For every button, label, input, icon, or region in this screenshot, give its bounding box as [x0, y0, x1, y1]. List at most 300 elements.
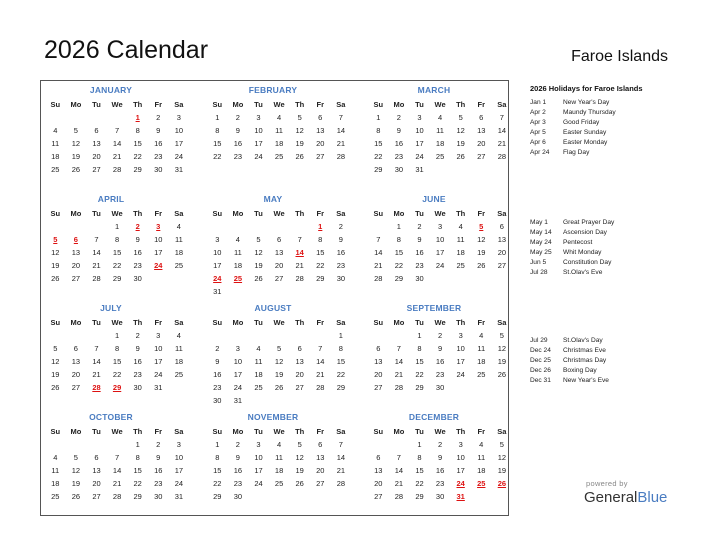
- day-cell: 31: [154, 383, 163, 392]
- empty-cell: [66, 329, 87, 342]
- day-cell: 10: [233, 357, 243, 366]
- day-cell: 21: [112, 152, 122, 161]
- holiday-group: [530, 218, 690, 278]
- weekday-header: Su: [373, 318, 384, 327]
- weekday-header: Mo: [232, 427, 244, 436]
- day-cell: 6: [94, 126, 99, 135]
- month-10: [41, 411, 184, 503]
- day-cell: 28: [112, 165, 122, 174]
- month-days-grid: [45, 98, 184, 176]
- day-cell: 1: [417, 440, 422, 449]
- weekday-header: Mo: [232, 100, 244, 109]
- holiday-day: 3: [156, 222, 161, 231]
- day-cell: 19: [497, 466, 507, 475]
- day-cell: 23: [133, 261, 142, 270]
- holiday-day: 5: [479, 222, 484, 231]
- weekday-header: We: [111, 427, 123, 436]
- weekday-header: Su: [373, 427, 384, 436]
- day-cell: 11: [51, 139, 60, 148]
- day-cell: 10: [456, 344, 465, 353]
- day-cell: 26: [51, 274, 60, 283]
- day-cell: 13: [274, 248, 284, 257]
- day-cell: 23: [154, 152, 163, 161]
- day-cell: 8: [135, 126, 140, 135]
- day-cell: 18: [233, 261, 243, 270]
- day-cell: 24: [174, 479, 184, 488]
- day-cell: 5: [458, 113, 463, 122]
- weekday-header: Th: [456, 318, 466, 327]
- weekday-header: Sa: [336, 427, 346, 436]
- day-cell: 10: [456, 453, 465, 462]
- day-cell: 12: [51, 248, 60, 257]
- day-cell: 22: [415, 370, 424, 379]
- day-cell: 22: [374, 152, 383, 161]
- month-12: [364, 411, 507, 503]
- day-cell: 28: [394, 383, 404, 392]
- day-cell: 27: [71, 383, 81, 392]
- day-cell: 19: [71, 152, 81, 161]
- day-cell: 13: [477, 126, 486, 135]
- day-cell: 25: [254, 383, 263, 392]
- weekday-header: Su: [212, 100, 223, 109]
- weekday-header: We: [434, 100, 446, 109]
- day-cell: 18: [477, 357, 486, 366]
- holiday-day: 1: [318, 222, 323, 231]
- day-cell: 2: [437, 440, 443, 449]
- day-cell: 16: [154, 139, 163, 148]
- day-cell: 2: [437, 331, 443, 340]
- weekday-header: Sa: [336, 209, 346, 218]
- empty-cell: [66, 438, 87, 451]
- weekday-header: Mo: [70, 318, 82, 327]
- weekday-header: Sa: [497, 100, 507, 109]
- day-cell: 8: [338, 344, 343, 353]
- weekday-header: We: [434, 427, 446, 436]
- holiday-row: [530, 238, 690, 248]
- day-cell: 24: [435, 261, 445, 270]
- month-days-grid: [45, 425, 184, 503]
- day-cell: 1: [114, 331, 120, 340]
- weekday-header: Tu: [415, 100, 424, 109]
- day-cell: 7: [94, 235, 99, 244]
- day-cell: 21: [316, 370, 325, 379]
- day-cell: 17: [435, 248, 445, 257]
- empty-cell: [368, 329, 389, 342]
- weekday-header: Mo: [393, 100, 405, 109]
- day-cell: 13: [92, 139, 101, 148]
- day-cell: 15: [394, 248, 404, 257]
- day-cell: 13: [497, 235, 507, 244]
- day-cell: 23: [133, 370, 142, 379]
- day-cell: 4: [458, 222, 463, 231]
- day-cell: 28: [374, 274, 383, 283]
- day-cell: 4: [235, 235, 240, 244]
- day-cell: 8: [417, 344, 422, 353]
- day-cell: 4: [479, 440, 484, 449]
- holiday-date: Apr 2: [530, 109, 546, 116]
- day-cell: 7: [338, 113, 343, 122]
- day-cell: 18: [51, 479, 60, 488]
- holiday-day: 24: [456, 479, 465, 488]
- day-cell: 9: [135, 235, 140, 244]
- day-cell: 13: [71, 248, 81, 257]
- day-cell: 29: [316, 274, 325, 283]
- day-cell: 26: [295, 479, 304, 488]
- day-cell: 20: [92, 152, 101, 161]
- day-cell: 21: [394, 479, 404, 488]
- holiday-name: New Year's Day: [563, 99, 610, 106]
- month-4: [41, 193, 184, 285]
- day-cell: 21: [92, 370, 101, 379]
- day-cell: 7: [114, 453, 120, 462]
- day-cell: 24: [415, 152, 424, 161]
- day-cell: 11: [436, 126, 444, 135]
- day-cell: 7: [114, 126, 120, 135]
- day-cell: 8: [135, 453, 140, 462]
- empty-cell: [248, 220, 269, 233]
- day-cell: 3: [215, 235, 220, 244]
- day-cell: 6: [276, 235, 282, 244]
- holiday-day: 24: [213, 274, 222, 283]
- holiday-date: Dec 26: [530, 367, 551, 374]
- day-cell: 20: [71, 370, 81, 379]
- weekday-header: Mo: [70, 100, 82, 109]
- empty-cell: [45, 438, 66, 451]
- holiday-day: 25: [477, 479, 486, 488]
- weekday-header: Fr: [316, 209, 325, 218]
- day-cell: 2: [135, 331, 140, 340]
- holiday-row: [530, 228, 690, 238]
- day-cell: 26: [51, 383, 60, 392]
- day-cell: 2: [235, 113, 240, 122]
- weekday-header: Mo: [232, 318, 244, 327]
- day-cell: 30: [154, 165, 163, 174]
- day-cell: 20: [295, 370, 304, 379]
- day-cell: 8: [417, 453, 422, 462]
- month-name: SEPTEMBER: [406, 303, 462, 313]
- weekday-header: Sa: [174, 318, 184, 327]
- day-cell: 6: [479, 113, 484, 122]
- day-cell: 26: [254, 274, 263, 283]
- day-cell: 10: [415, 126, 424, 135]
- day-cell: 2: [235, 440, 240, 449]
- day-cell: 18: [254, 370, 263, 379]
- day-cell: 17: [254, 466, 263, 475]
- weekday-header: Th: [133, 209, 143, 218]
- weekday-header: We: [273, 209, 285, 218]
- day-cell: 24: [254, 152, 263, 161]
- holidays-title: 2026 Holidays for Faroe Islands: [530, 84, 643, 93]
- day-cell: 23: [213, 383, 222, 392]
- weekday-header: Su: [373, 100, 384, 109]
- holiday-row: [530, 248, 690, 258]
- day-cell: 12: [274, 357, 284, 366]
- weekday-header: We: [111, 209, 123, 218]
- weekday-header: Mo: [70, 209, 82, 218]
- day-cell: 16: [435, 466, 445, 475]
- day-cell: 27: [316, 479, 325, 488]
- empty-cell: [86, 111, 107, 124]
- holiday-row: [530, 98, 690, 108]
- day-cell: 1: [135, 440, 140, 449]
- day-cell: 15: [133, 139, 142, 148]
- page-title: 2026 Calendar: [44, 36, 209, 64]
- empty-cell: [269, 329, 290, 342]
- empty-cell: [310, 329, 331, 342]
- weekday-header: Th: [133, 100, 143, 109]
- month-days-grid: [207, 207, 346, 298]
- holiday-date: Jul 29: [530, 337, 548, 344]
- holiday-row: [530, 376, 690, 386]
- day-cell: 25: [274, 479, 284, 488]
- weekday-header: We: [273, 427, 285, 436]
- day-cell: 9: [437, 453, 443, 462]
- day-cell: 22: [133, 479, 142, 488]
- day-cell: 10: [174, 453, 184, 462]
- holiday-day: 5: [53, 235, 58, 244]
- holiday-date: Apr 3: [530, 119, 546, 126]
- holiday-date: May 1: [530, 219, 548, 226]
- holiday-name: Easter Sunday: [563, 129, 607, 136]
- month-name: MARCH: [417, 85, 451, 95]
- day-cell: 3: [235, 344, 240, 353]
- day-cell: 19: [274, 370, 284, 379]
- day-cell: 27: [274, 274, 284, 283]
- day-cell: 6: [499, 222, 504, 231]
- weekday-header: We: [434, 209, 446, 218]
- empty-cell: [45, 220, 66, 233]
- holiday-name: Christmas Eve: [563, 347, 606, 354]
- day-cell: 30: [133, 383, 142, 392]
- day-cell: 5: [499, 440, 504, 449]
- holiday-date: May 25: [530, 249, 552, 256]
- weekday-header: Mo: [393, 427, 405, 436]
- day-cell: 13: [316, 453, 325, 462]
- month-days-grid: [368, 207, 507, 285]
- month-name: DECEMBER: [408, 412, 460, 422]
- empty-cell: [389, 329, 410, 342]
- holiday-date: May 14: [530, 229, 552, 236]
- day-cell: 3: [176, 113, 181, 122]
- weekday-header: We: [434, 318, 446, 327]
- day-cell: 12: [254, 248, 263, 257]
- day-cell: 15: [415, 357, 424, 366]
- day-cell: 30: [336, 274, 346, 283]
- day-cell: 28: [336, 479, 346, 488]
- day-cell: 7: [396, 453, 401, 462]
- day-cell: 29: [415, 492, 424, 501]
- month-name: OCTOBER: [89, 412, 133, 422]
- day-cell: 9: [156, 453, 161, 462]
- holiday-list: [530, 84, 690, 384]
- day-cell: 4: [276, 113, 282, 122]
- month-days-grid: [45, 207, 184, 285]
- month-name: JULY: [100, 303, 122, 313]
- day-cell: 24: [233, 383, 243, 392]
- day-cell: 27: [92, 165, 101, 174]
- holiday-date: Dec 24: [530, 347, 551, 354]
- day-cell: 24: [174, 152, 184, 161]
- day-cell: 25: [51, 492, 60, 501]
- day-cell: 1: [417, 331, 422, 340]
- day-cell: 10: [174, 126, 184, 135]
- day-cell: 4: [53, 453, 58, 462]
- day-cell: 17: [174, 139, 184, 148]
- day-cell: 30: [435, 492, 445, 501]
- day-cell: 21: [336, 466, 346, 475]
- holiday-name: Good Friday: [563, 119, 600, 126]
- day-cell: 29: [415, 383, 424, 392]
- holiday-row: [530, 118, 690, 128]
- month-days-grid: [368, 425, 507, 503]
- day-cell: 9: [417, 235, 422, 244]
- weekday-header: Fr: [477, 100, 486, 109]
- weekday-header: Fr: [316, 100, 325, 109]
- weekday-header: Th: [456, 209, 466, 218]
- day-cell: 10: [435, 235, 445, 244]
- empty-cell: [248, 329, 269, 342]
- day-cell: 22: [133, 152, 142, 161]
- month-9: [364, 302, 507, 394]
- day-cell: 2: [396, 113, 401, 122]
- month-days-grid: [368, 98, 507, 176]
- holiday-group: [530, 98, 690, 158]
- day-cell: 18: [435, 139, 445, 148]
- day-cell: 9: [156, 126, 161, 135]
- day-cell: 2: [156, 440, 161, 449]
- day-cell: 5: [73, 453, 78, 462]
- day-cell: 1: [215, 440, 220, 449]
- holiday-name: Great Prayer Day: [563, 219, 615, 226]
- day-cell: 7: [396, 344, 401, 353]
- holiday-name: Pentecost: [563, 239, 593, 246]
- day-cell: 17: [213, 261, 222, 270]
- day-cell: 30: [133, 274, 142, 283]
- holiday-date: May 24: [530, 239, 552, 246]
- month-7: [41, 302, 184, 394]
- day-cell: 20: [316, 466, 325, 475]
- day-cell: 3: [176, 440, 181, 449]
- day-cell: 25: [435, 152, 445, 161]
- weekday-header: Tu: [254, 318, 263, 327]
- empty-cell: [86, 438, 107, 451]
- day-cell: 17: [233, 370, 243, 379]
- weekday-header: Sa: [336, 100, 346, 109]
- day-cell: 24: [456, 370, 465, 379]
- month-3: [364, 84, 507, 176]
- day-cell: 5: [256, 235, 261, 244]
- day-cell: 3: [256, 440, 261, 449]
- day-cell: 20: [374, 479, 383, 488]
- day-cell: 2: [156, 113, 161, 122]
- day-cell: 25: [477, 370, 486, 379]
- day-cell: 10: [154, 344, 163, 353]
- day-cell: 20: [316, 139, 325, 148]
- day-cell: 15: [133, 466, 142, 475]
- day-cell: 9: [235, 453, 240, 462]
- weekday-header: Tu: [254, 100, 263, 109]
- day-cell: 15: [316, 248, 325, 257]
- day-cell: 18: [51, 152, 60, 161]
- day-cell: 10: [254, 126, 263, 135]
- day-cell: 20: [477, 139, 486, 148]
- day-cell: 14: [112, 466, 122, 475]
- day-cell: 25: [274, 152, 284, 161]
- holiday-name: Constitution Day: [563, 259, 612, 266]
- empty-cell: [228, 220, 249, 233]
- empty-cell: [45, 111, 66, 124]
- weekday-header: Th: [295, 209, 305, 218]
- day-cell: 11: [254, 357, 263, 366]
- weekday-header: Tu: [92, 427, 101, 436]
- weekday-header: Fr: [316, 427, 325, 436]
- day-cell: 4: [176, 331, 181, 340]
- empty-cell: [45, 329, 66, 342]
- day-cell: 26: [477, 261, 486, 270]
- day-cell: 27: [316, 152, 325, 161]
- day-cell: 11: [477, 344, 486, 353]
- day-cell: 17: [174, 466, 184, 475]
- day-cell: 27: [374, 383, 383, 392]
- month-6: [364, 193, 507, 285]
- month-name: JANUARY: [89, 85, 133, 95]
- day-cell: 30: [233, 492, 243, 501]
- day-cell: 13: [71, 357, 81, 366]
- day-cell: 21: [497, 139, 507, 148]
- day-cell: 15: [112, 248, 122, 257]
- day-cell: 5: [53, 344, 58, 353]
- day-cell: 27: [477, 152, 486, 161]
- day-cell: 16: [336, 248, 346, 257]
- day-cell: 26: [497, 370, 507, 379]
- day-cell: 5: [499, 331, 504, 340]
- day-cell: 14: [92, 357, 101, 366]
- holiday-row: [530, 366, 690, 376]
- day-cell: 7: [318, 344, 323, 353]
- day-cell: 19: [51, 261, 60, 270]
- day-cell: 19: [295, 466, 304, 475]
- day-cell: 26: [295, 152, 304, 161]
- day-cell: 12: [497, 344, 507, 353]
- day-cell: 28: [497, 152, 507, 161]
- day-cell: 3: [417, 113, 422, 122]
- month-1: [41, 84, 184, 176]
- day-cell: 16: [233, 466, 243, 475]
- day-cell: 4: [479, 331, 484, 340]
- day-cell: 21: [112, 479, 122, 488]
- day-cell: 24: [254, 479, 263, 488]
- day-cell: 14: [497, 126, 507, 135]
- day-cell: 11: [174, 344, 183, 353]
- weekday-header: Mo: [70, 427, 82, 436]
- day-cell: 6: [73, 344, 78, 353]
- weekday-header: Fr: [477, 318, 486, 327]
- day-cell: 25: [174, 370, 184, 379]
- weekday-header: Tu: [92, 318, 101, 327]
- holiday-day: 26: [497, 479, 507, 488]
- day-cell: 16: [133, 248, 142, 257]
- day-cell: 28: [394, 492, 404, 501]
- day-cell: 19: [254, 261, 263, 270]
- day-cell: 4: [256, 344, 261, 353]
- holiday-name: New Year's Eve: [563, 377, 609, 384]
- day-cell: 8: [396, 235, 401, 244]
- day-cell: 21: [374, 261, 383, 270]
- day-cell: 10: [254, 453, 263, 462]
- holiday-row: [530, 138, 690, 148]
- day-cell: 14: [336, 453, 346, 462]
- day-cell: 15: [374, 139, 383, 148]
